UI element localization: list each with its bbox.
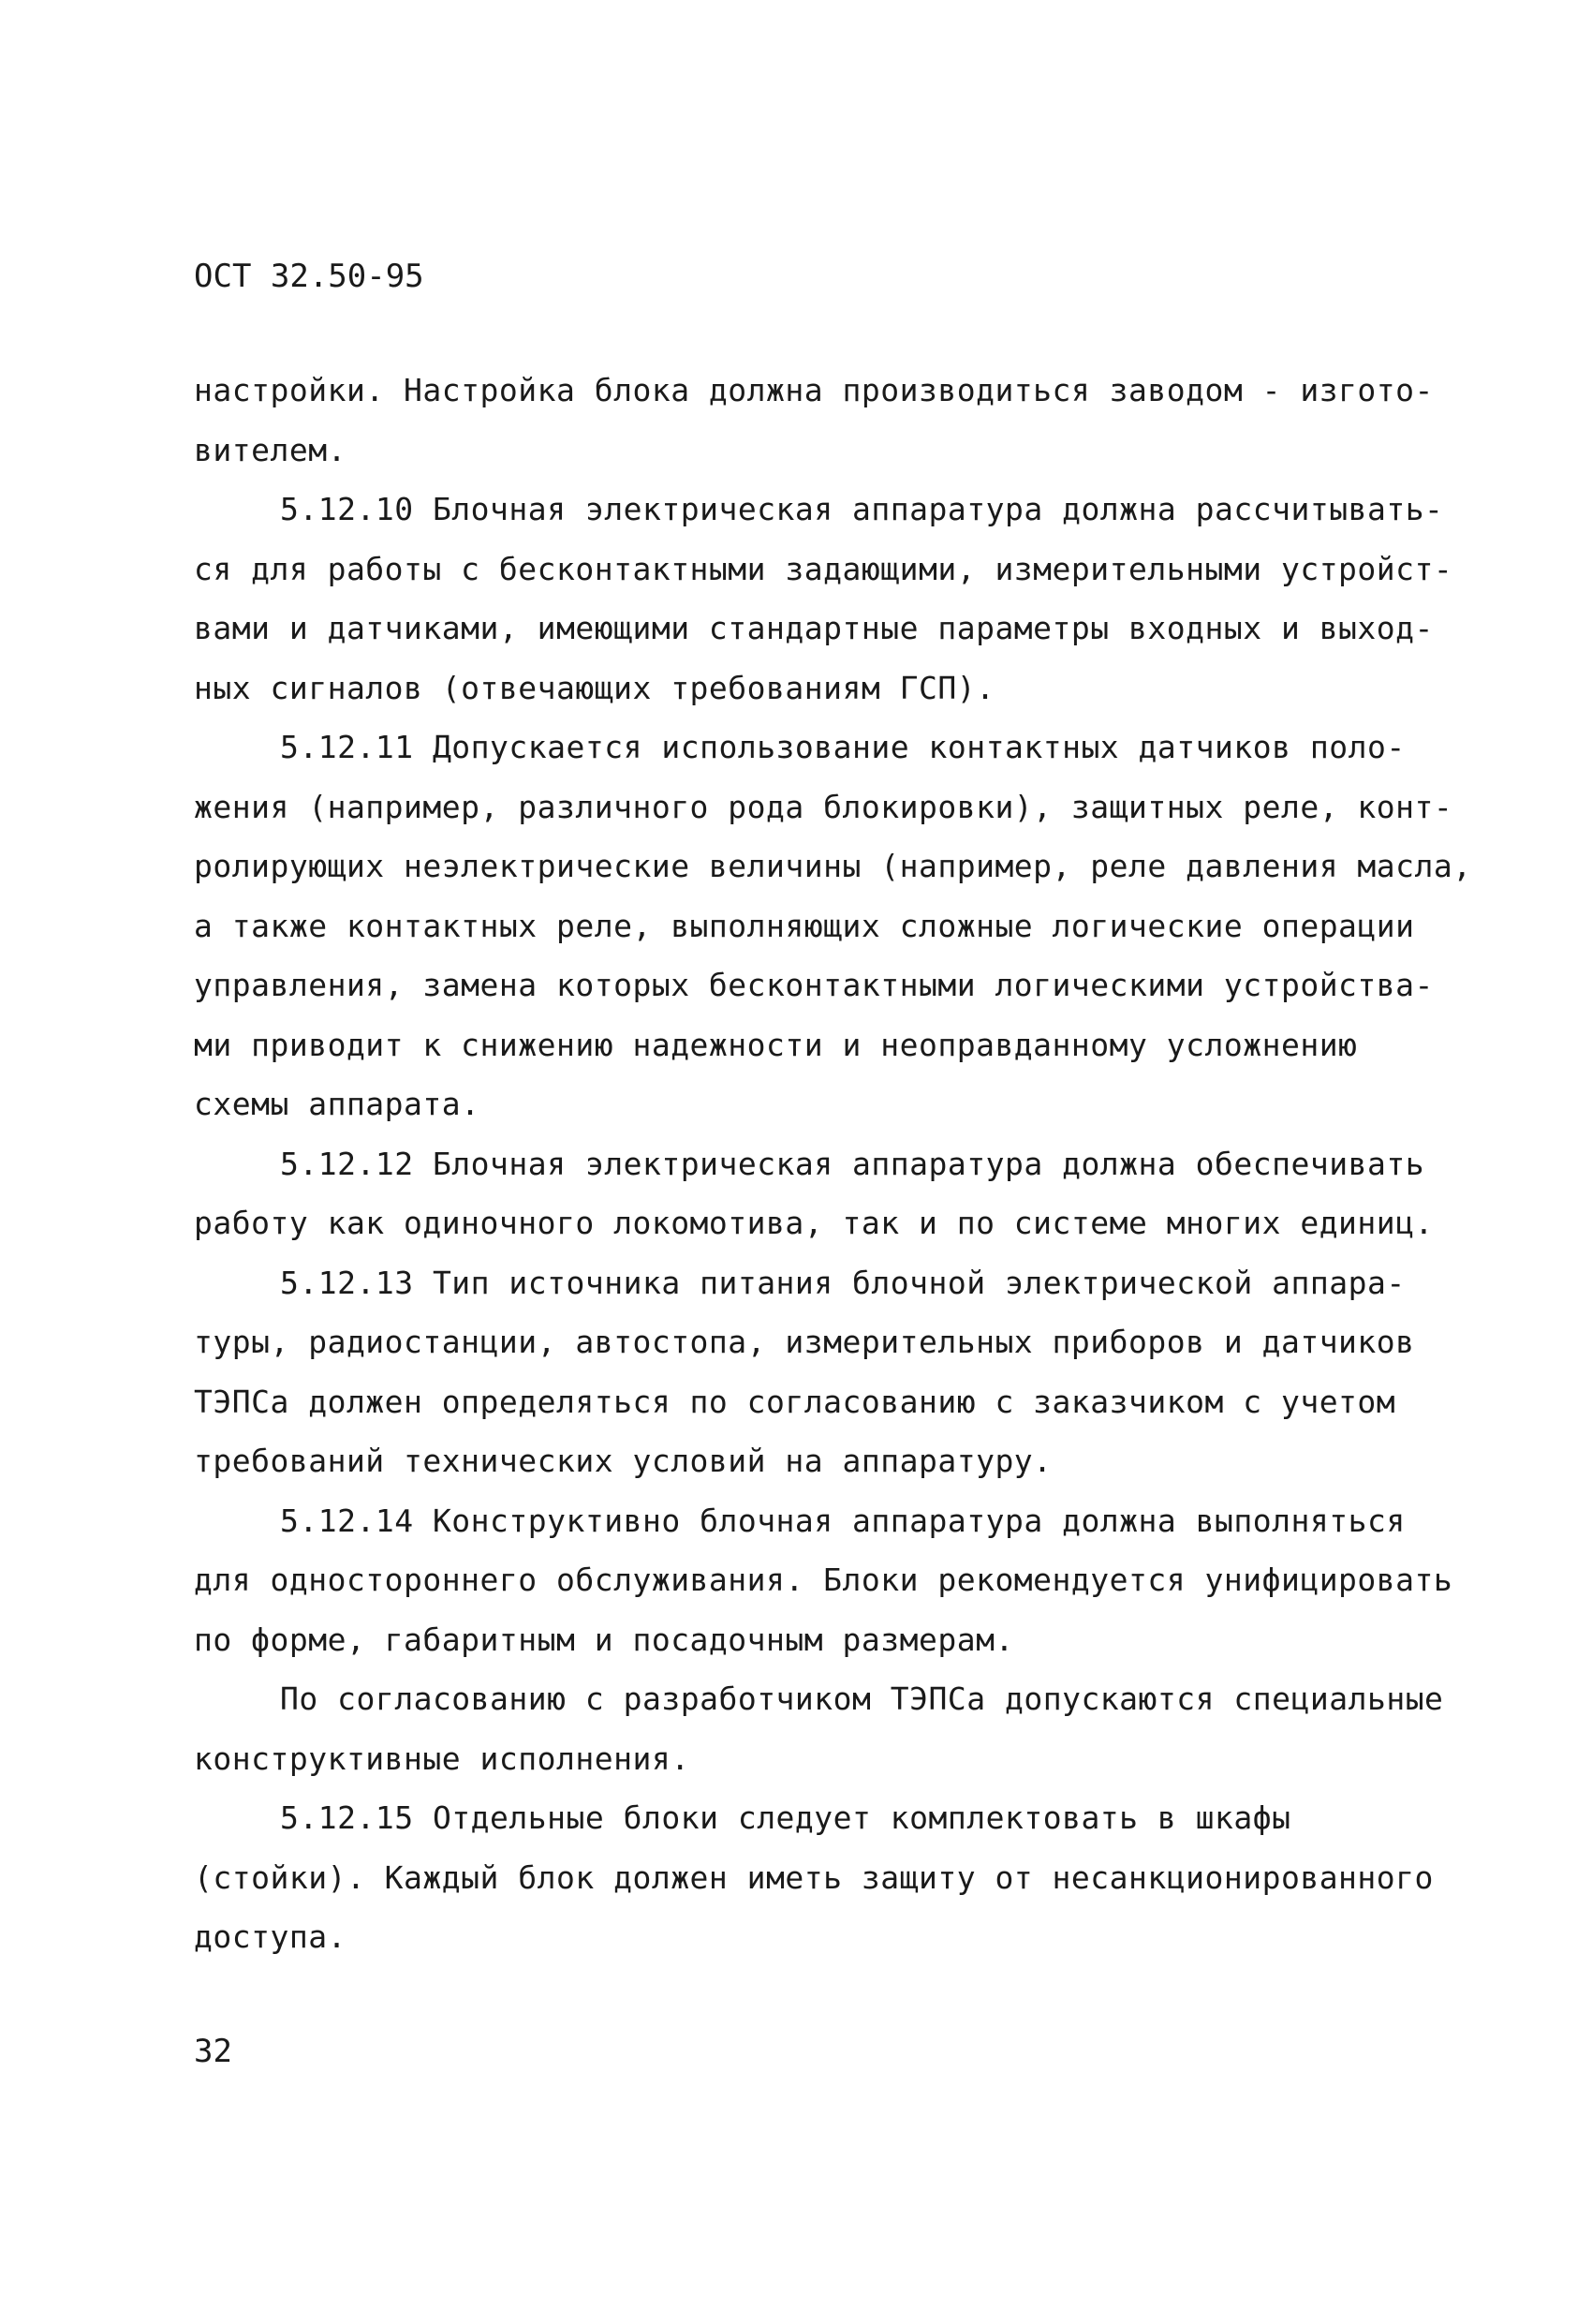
text-line: вителем. (194, 431, 346, 468)
text-line: схемы аппарата. (194, 1086, 480, 1122)
text-line: жения (например, различного рода блокировки), защитных реле, конт- (194, 788, 1453, 825)
text-line: 5.12.13 Тип источника питания блочной электрической аппара- (280, 1264, 1406, 1301)
document-header: ОСТ 32.50-95 (194, 258, 424, 295)
text-line: управления, замена которых бесконтактными логическими устройства- (194, 967, 1434, 1003)
text-line: 5.12.15 Отдельные блоки следует комплектовать в шкафы (280, 1799, 1291, 1836)
text-line: ТЭПСа должен определяться по согласованию с заказчиком с учетом (194, 1383, 1396, 1420)
text-line: ми приводит к снижению надежности и неоправданному усложнению (194, 1026, 1358, 1063)
document-body (194, 361, 1472, 1967)
text-line: работу как одиночного локомотива, так и по системе многих единиц. (194, 1205, 1434, 1241)
text-line: ся для работы с бесконтактными задающими, измерительными устройст- (194, 550, 1453, 587)
text-line: 5.12.14 Конструктивно блочная аппаратура должна выполняться (280, 1502, 1406, 1539)
text-line: конструктивные исполнения. (194, 1739, 690, 1777)
text-line: а также контактных реле, выполняющих сложные логические операции (194, 907, 1415, 944)
text-line: По согласованию с разработчиком ТЭПСа допускаются специальные (280, 1680, 1444, 1717)
text-line: вами и датчиками, имеющими стандартные параметры входных и выход- (194, 610, 1434, 646)
text-line: для одностороннего обслуживания. Блоки рекомендуется унифицировать (194, 1562, 1453, 1598)
text-line: доступа. (194, 1918, 346, 1955)
text-line: настройки. Настройка блока должна производиться заводом - изгото- (194, 372, 1434, 408)
text-line: 5.12.10 Блочная электрическая аппаратура должна рассчитывать- (280, 491, 1444, 527)
text-line: требований технических условий на аппаратуру. (194, 1443, 1053, 1479)
text-line: 5.12.11 Допускается использование контактных датчиков поло- (280, 729, 1406, 765)
text-line: ролирующих неэлектрические величины (например, реле давления масла, (194, 848, 1472, 884)
text-line: ных сигналов (отвечающих требованиям ГСП). (194, 669, 995, 706)
text-line: туры, радиостанции, автостопа, измерительных приборов и датчиков (194, 1324, 1415, 1360)
page-number: 32 (194, 2033, 232, 2070)
text-line: (стойки). Каждый блок должен иметь защиту от несанкционированного (194, 1858, 1434, 1896)
text-line: 5.12.12 Блочная электрическая аппаратура должна обеспечивать (280, 1145, 1425, 1182)
text-line: по форме, габаритным и посадочным размерам. (194, 1621, 1014, 1658)
